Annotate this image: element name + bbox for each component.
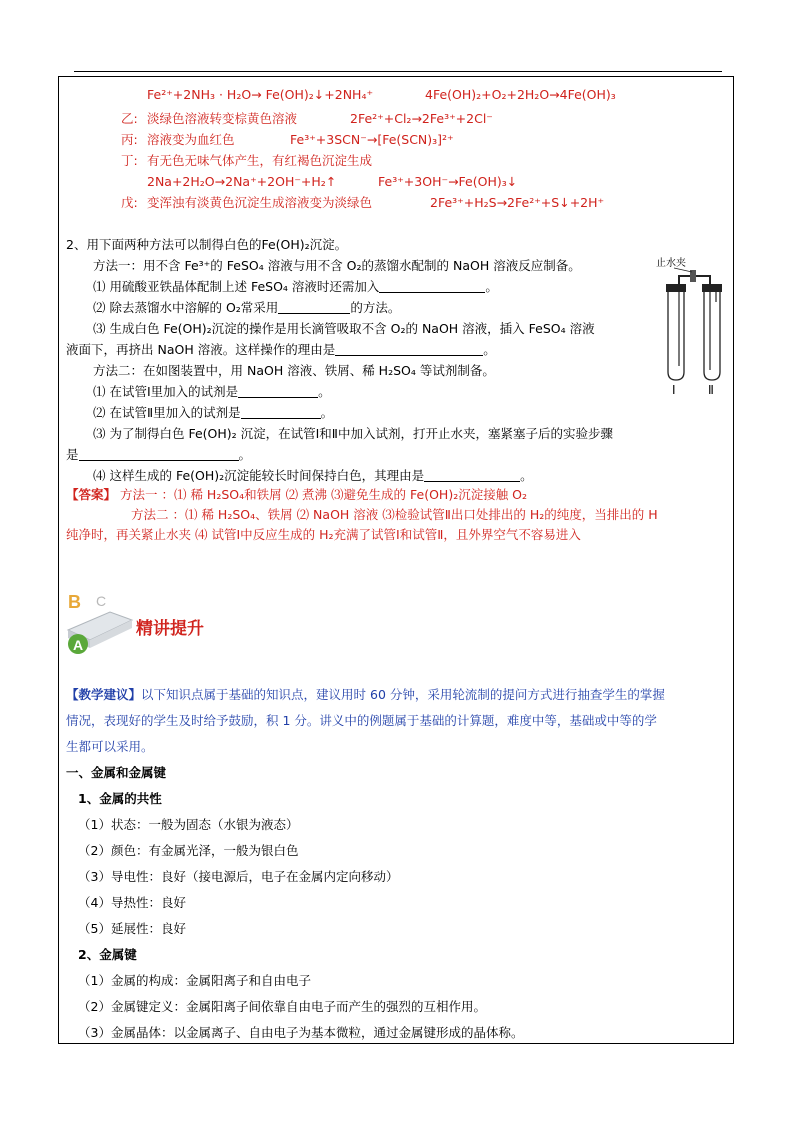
- section-title: 精讲提升: [136, 619, 204, 639]
- tube-1-stopper: [666, 284, 686, 292]
- equation-wu: 2Fe³⁺+H₂S→2Fe²⁺+S↓+2H⁺: [430, 195, 605, 210]
- teaching-label: 【教学建议】: [66, 687, 142, 702]
- answer-line-3: 纯净时，再关紧止水夹 ⑷ 试管Ⅰ中反应生成的 H₂充满了试管Ⅰ和试管Ⅱ，且外界空气不容易进入: [66, 527, 581, 542]
- label-ding: 丁:: [121, 153, 138, 168]
- method-2-q4: ⑷ 这样生成的 Fe(OH)₂沉淀能较长时间保持白色，其理由是 。: [93, 468, 533, 483]
- observation-bing: 溶液变为血红色: [147, 132, 235, 147]
- teaching-line-1: 【教学建议】以下知识点属于基础的知识点，建议用时 60 分钟，采用轮流制的提问方式进行抽查学生的掌握: [66, 687, 665, 702]
- method-1-intro: 方法一：用不含 Fe³⁺的 FeSO₄ 溶液与用不含 O₂的蒸馏水配制的 NaOH 溶液反应制备。: [93, 258, 581, 273]
- reaction-fe2-ammonia: Fe²⁺+2NH₃ · H₂O→ Fe(OH)₂↓+2NH₄⁺: [147, 87, 374, 102]
- reaction-feoh2-oxidation: 4Fe(OH)₂+O₂+2H₂O→4Fe(OH)₃: [425, 87, 616, 102]
- property-color: （2）颜色：有金属光泽，一般为银白色: [78, 843, 299, 858]
- equation-yi: 2Fe²⁺+Cl₂→2Fe³⁺+2Cl⁻: [350, 111, 493, 126]
- logo-letter-c: C: [96, 593, 107, 609]
- label-bing: 丙:: [121, 132, 138, 147]
- equation-bing: Fe³⁺+3SCN⁻→[Fe(SCN)₃]²⁺: [290, 132, 454, 147]
- logo-letter-b: B: [68, 592, 81, 612]
- property-ductility: （5）延展性：良好: [78, 921, 186, 936]
- tube-2-stopper: [702, 284, 722, 292]
- property-thermal: （4）导热性：良好: [78, 895, 186, 910]
- label-yi: 乙:: [121, 111, 138, 126]
- method-2-q3-cont: 是 。: [66, 447, 252, 462]
- bond-definition: （2）金属键定义：金属阳离子间依靠自由电子而产生的强烈的互相作用。: [78, 999, 486, 1014]
- bond-composition: （1）金属的构成：金属阳离子和自由电子: [78, 973, 311, 988]
- observation-wu: 变浑浊有淡黄色沉淀生成溶液变为淡绿色: [147, 195, 373, 210]
- answer-label: 【答案】: [66, 487, 117, 502]
- observation-ding: 有无色无味气体产生，有红褐色沉淀生成: [147, 153, 373, 168]
- method-1-q1: ⑴ 用硫酸亚铁晶体配制上述 FeSO₄ 溶液时还需加入 。: [93, 279, 498, 294]
- equation-ding-1: 2Na+2H₂O→2Na⁺+2OH⁻+H₂↑: [147, 174, 337, 189]
- property-conductivity: （3）导电性：良好（接电源后，电子在金属内定向移动）: [78, 869, 399, 884]
- test-tube-2: [704, 292, 720, 380]
- apparatus-diagram: [654, 254, 726, 402]
- property-state: （1）状态：一般为固态（水银为液态）: [78, 817, 299, 832]
- teaching-line-3: 生都可以采用。: [66, 739, 154, 754]
- question-2-stem: 2、用下面两种方法可以制得白色的Fe(OH)₂沉淀。: [66, 237, 348, 252]
- clamp-label: 止水夹: [656, 258, 686, 269]
- answer-line-1: 【答案】 方法一 ：⑴ 稀 H₂SO₄和铁屑 ⑵ 煮沸 ⑶避免生成的 Fe(OH)₂沉淀接触 O₂: [66, 487, 528, 502]
- method-2-q2: ⑵ 在试管Ⅱ里加入的试剂是 。: [93, 405, 334, 420]
- tube-1-label: Ⅰ: [672, 383, 676, 397]
- tube-2-label: Ⅱ: [708, 383, 714, 397]
- method-2-q1: ⑴ 在试管Ⅰ里加入的试剂是 。: [93, 384, 331, 399]
- method-1-q2: ⑵ 除去蒸馏水中溶解的 O₂常采用 的方法。: [93, 300, 401, 315]
- section-logo: [62, 584, 252, 662]
- teaching-line-2: 情况，表现好的学生及时给予鼓励，积 1 分。讲义中的例题属于基础的计算题，难度中等，基础或中等的学: [66, 713, 657, 728]
- method-2-q3: ⑶ 为了制得白色 Fe(OH)₂ 沉淀，在试管Ⅰ和Ⅱ中加入试剂，打开止水夹，塞紧塞子后的实验步骤: [93, 426, 613, 441]
- heading-metallic-bond: 2、金属键: [78, 947, 137, 962]
- observation-yi: 淡绿色溶液转变棕黄色溶液: [147, 111, 298, 126]
- heading-common-properties: 1、金属的共性: [78, 791, 162, 806]
- method-1-q3-cont: 液面下，再挤出 NaOH 溶液。这样操作的理由是 。: [66, 342, 496, 357]
- bond-crystal: （3）金属晶体：以金属离子、自由电子为基本微粒，通过金属键形成的晶体称。: [78, 1025, 524, 1040]
- answer-line-2: 方法二 ：⑴ 稀 H₂SO₄、铁屑 ⑵ NaOH 溶液 ⑶检验试管Ⅱ出口处排出的 H₂的纯度，当排出的 H: [131, 507, 658, 522]
- header-rule: [74, 71, 722, 72]
- test-tube-1: [668, 292, 684, 380]
- method-2-intro: 方法二：在如图装置中，用 NaOH 溶液、铁屑、稀 H₂SO₄ 等试剂制备。: [93, 363, 495, 378]
- heading-metals: 一、金属和金属键: [66, 765, 167, 780]
- method-1-q3: ⑶ 生成白色 Fe(OH)₂沉淀的操作是用长滴管吸取不含 O₂的 NaOH 溶液，插入 FeSO₄ 溶液: [93, 321, 595, 336]
- logo-letter-a: A: [73, 637, 84, 653]
- label-wu: 戊:: [121, 195, 138, 210]
- equation-ding-2: Fe³⁺+3OH⁻→Fe(OH)₃↓: [378, 174, 518, 189]
